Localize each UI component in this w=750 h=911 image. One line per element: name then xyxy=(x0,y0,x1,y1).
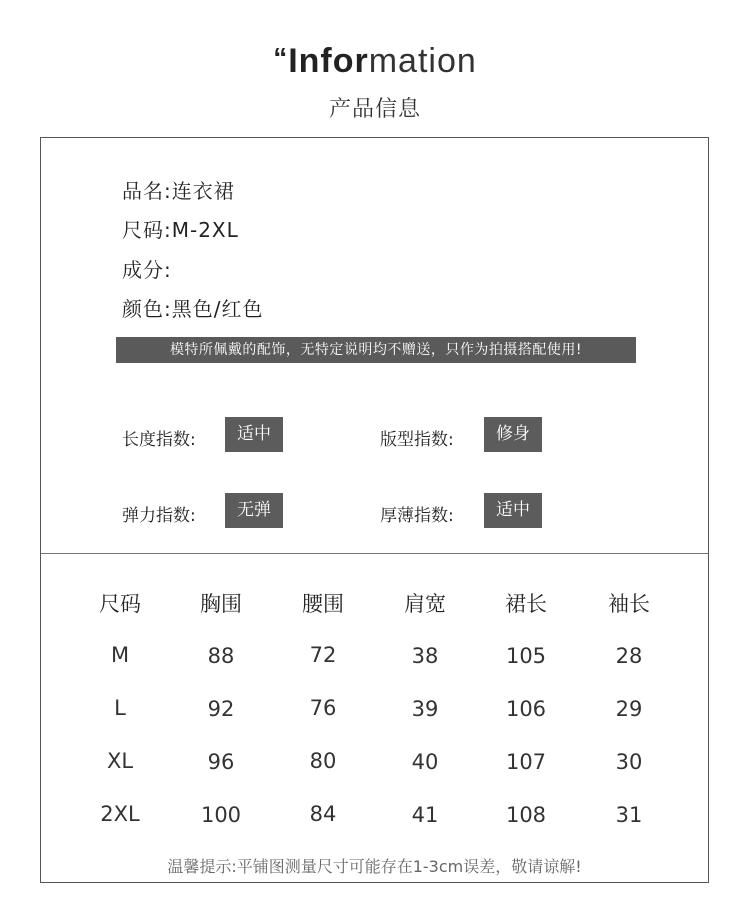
fit-index-label: 版型指数: xyxy=(380,430,454,450)
page-title xyxy=(0,42,750,81)
fit-index-tag: 修身 xyxy=(484,417,542,452)
table-cell: 29 xyxy=(615,697,643,721)
table-cell: XL xyxy=(106,749,134,773)
table-cell: 96 xyxy=(207,750,235,774)
table-cell: 41 xyxy=(411,803,439,827)
stretch-index-tag: 无弹 xyxy=(225,493,283,528)
product-info-panel xyxy=(40,137,709,883)
table-cell: 30 xyxy=(615,750,643,774)
thickness-index-tag: 适中 xyxy=(484,493,542,528)
table-cell: 106 xyxy=(505,697,547,721)
table-cell: 80 xyxy=(309,749,337,773)
table-cell: 76 xyxy=(309,696,337,720)
table-cell: 72 xyxy=(309,643,337,667)
measurement-disclaimer: 温馨提示:平铺图测量尺寸可能存在1-3cm误差，敬请谅解! xyxy=(167,857,582,876)
product-name: 品名:连衣裙 xyxy=(122,179,235,203)
table-cell: L xyxy=(114,696,126,720)
page-subtitle: 产品信息 xyxy=(328,97,421,122)
table-cell: 100 xyxy=(200,803,242,827)
table-cell: 92 xyxy=(207,697,235,721)
table-cell: 84 xyxy=(309,802,337,826)
accessory-notice: 模特所佩戴的配饰，无特定说明均不赠送，只作为拍摄搭配使用! xyxy=(116,337,636,363)
table-cell: 31 xyxy=(615,803,643,827)
table-header-bust: 胸围 xyxy=(200,592,242,616)
table-cell: 40 xyxy=(411,750,439,774)
quote-mark: “ xyxy=(273,42,289,73)
table-cell: 39 xyxy=(411,697,439,721)
length-index-tag: 适中 xyxy=(225,417,283,452)
length-index-label: 长度指数: xyxy=(122,430,196,450)
table-cell: 28 xyxy=(615,644,643,668)
table-cell: 88 xyxy=(207,644,235,668)
table-header-size: 尺码 xyxy=(99,592,141,616)
table-cell: 107 xyxy=(505,750,547,774)
table-header-waist: 腰围 xyxy=(302,592,344,616)
stretch-index-label: 弹力指数: xyxy=(122,506,196,526)
table-header-shoulder: 肩宽 xyxy=(404,592,446,616)
section-divider xyxy=(41,553,708,554)
table-header-dress-length: 裙长 xyxy=(505,592,547,616)
thickness-index-label: 厚薄指数: xyxy=(380,506,454,526)
table-cell: 38 xyxy=(411,644,439,668)
table-header-sleeve-length: 袖长 xyxy=(608,592,650,616)
product-material: 成分: xyxy=(122,258,172,282)
table-cell: 2XL xyxy=(100,802,140,826)
table-cell: 105 xyxy=(505,644,547,668)
table-cell: 108 xyxy=(505,803,547,827)
product-color: 颜色:黑色/红色 xyxy=(122,297,264,321)
table-cell: M xyxy=(110,643,130,667)
product-size-range: 尺码:M-2XL xyxy=(122,218,239,242)
title-light-part: mation xyxy=(368,42,477,80)
title-bold-part: Infor xyxy=(288,42,369,80)
